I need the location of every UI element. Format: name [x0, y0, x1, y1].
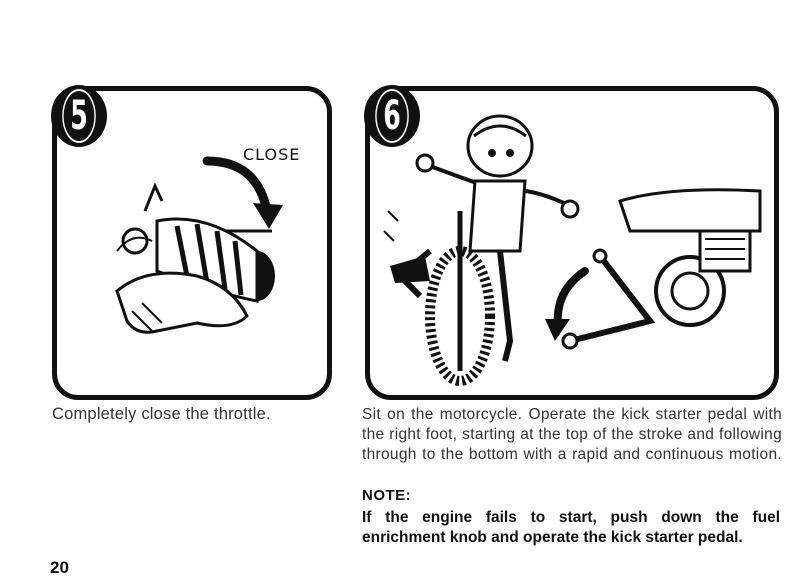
throttle-grip-illustration	[57, 91, 327, 395]
note-text: If the engine fails to start, push down the fuel enrichment knob and operate the kick starter pedal.	[362, 509, 780, 546]
close-label: CLOSE	[243, 145, 301, 164]
step-6-caption: Sit on the motorcycle. Operate the kick starter pedal with the right foot, starting at the top of the stroke and following through to the bottom with a rapid and continuous motion.	[362, 406, 782, 463]
step-6-illustration-panel	[365, 86, 779, 400]
step-5-number: 5	[62, 89, 96, 143]
note-label: NOTE:	[362, 487, 412, 504]
step-6-number: 6	[375, 89, 409, 143]
step-5-illustration-panel	[52, 86, 332, 400]
step-5-caption: Completely close the throttle.	[52, 405, 271, 423]
page-number: 20	[50, 558, 69, 577]
kick-start-illustration	[370, 91, 774, 395]
